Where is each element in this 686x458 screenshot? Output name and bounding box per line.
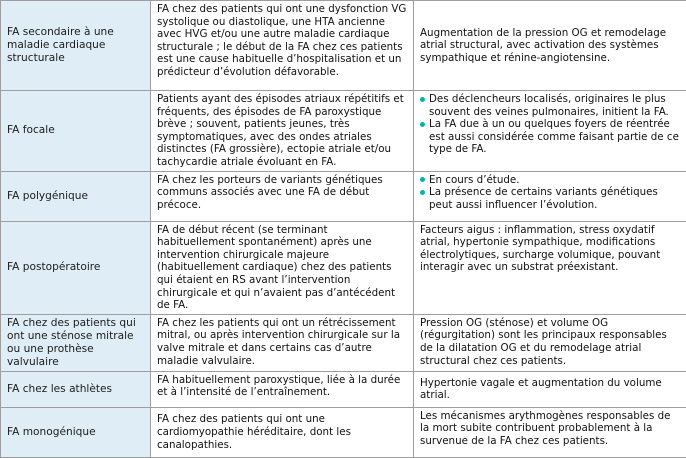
- list-item: [420, 93, 680, 118]
- row-type-label: [1, 221, 151, 314]
- clinical-text: FA chez les patients qui ont un rétrécissement mitral, ou après intervention chirurgicale sur la valve mitrale et dans certains cas d’autre maladie valvulaire.: [157, 317, 407, 367]
- mechanism-text: Facteurs aigus : inflammation, stress oxydatif atrial, hypertonie sympathique, modifications électrolytiques, surcharge volumique, pouvant interagir avec un substrat préexistant.: [420, 224, 680, 274]
- row-clinical-cell: [151, 171, 414, 221]
- bullet-dot-icon: [420, 177, 425, 182]
- type-label-text: FA monogénique: [7, 426, 96, 438]
- bullet-dot-icon: [420, 97, 425, 102]
- row-mechanism-cell: [414, 91, 686, 172]
- type-label-text: FA chez les athlètes: [7, 383, 112, 395]
- row-type-label: [1, 91, 151, 172]
- bullet-text: La FA due à un ou quelques foyers de réentrée est aussi considérée comme faisant partie de ce type de FA.: [429, 118, 679, 155]
- row-type-label: [1, 171, 151, 221]
- type-label-text: FA polygénique: [7, 190, 88, 202]
- row-clinical-cell: [151, 91, 414, 172]
- table-row: [1, 407, 686, 457]
- mechanism-bullet-list: [420, 174, 680, 212]
- bullet-text: La présence de certains variants génétiques peut aussi influencer l’évolution.: [429, 186, 658, 211]
- row-mechanism-cell: [414, 371, 686, 407]
- row-mechanism-cell: [414, 407, 686, 457]
- clinical-text: Patients ayant des épisodes atriaux répétitifs et fréquents, des épisodes de FA paroxystique brève ; souvent, patients jeunes, très symptomatiques, avec des ondes atriales distinctes (FA grossière), ectopie atriale et/ou tachycardie atriale évoluant en FA.: [157, 93, 407, 169]
- row-mechanism-cell: [414, 314, 686, 371]
- row-clinical-cell: [151, 407, 414, 457]
- table-row: [1, 371, 686, 407]
- row-clinical-cell: [151, 1, 414, 91]
- row-type-label: [1, 1, 151, 91]
- row-mechanism-cell: [414, 171, 686, 221]
- table-row: [1, 1, 686, 91]
- clinical-text: FA chez des patients qui ont une dysfonction VG systolique ou diastolique, une HTA ancienne avec HVG et/ou une autre maladie cardiaque structurale ; le début de la FA chez ces patients est une cause habituelle d’hospitalisation et un prédicteur d’évolution défavorable.: [157, 3, 407, 79]
- type-label-text: FA chez des patients qui ont une sténose mitrale ou une prothèse valvulaire: [7, 317, 136, 368]
- table-row: [1, 314, 686, 371]
- mechanism-text: Hypertonie vagale et augmentation du volume atrial.: [420, 377, 680, 402]
- clinical-text: FA habituellement paroxystique, liée à la durée et à l’intensité de l’entraînement.: [157, 374, 407, 399]
- row-type-label: [1, 407, 151, 457]
- bullet-dot-icon: [420, 122, 425, 127]
- clinical-text: FA chez des patients qui ont une cardiomyopathie héréditaire, dont les canalopathies.: [157, 413, 407, 451]
- mechanism-text: Les mécanismes arythmogènes responsables de la mort subite contribuent probablement à la survenue de la FA chez ces patients.: [420, 410, 680, 448]
- row-type-label: [1, 314, 151, 371]
- list-item: [420, 174, 680, 187]
- mechanism-text: Augmentation de la pression OG et remodelage atrial structural, avec activation des systèmes sympathique et rénine-angiotensine.: [420, 27, 680, 65]
- row-mechanism-cell: [414, 221, 686, 314]
- bullet-text: Des déclencheurs localisés, originaires le plus souvent des veines pulmonaires, initient la FA.: [429, 93, 669, 118]
- type-label-text: FA postopératoire: [7, 261, 100, 273]
- row-clinical-cell: [151, 371, 414, 407]
- row-clinical-cell: [151, 221, 414, 314]
- clinical-text: FA de début récent (se terminant habituellement spontanément) après une intervention chirurgicale majeure (habituellement cardiaque) chez des patients qui étaient en RS avant l’intervention chirurgicale et qui n’avaient pas d’antécédent de FA.: [157, 224, 407, 312]
- list-item: [420, 186, 680, 211]
- list-item: [420, 118, 680, 156]
- bullet-dot-icon: [420, 190, 425, 195]
- row-clinical-cell: [151, 314, 414, 371]
- bullet-text: En cours d’étude.: [429, 174, 520, 186]
- table-row: [1, 91, 686, 172]
- type-label-text: FA secondaire à une maladie cardiaque structurale: [7, 26, 114, 64]
- table-row: [1, 171, 686, 221]
- table-row: [1, 221, 686, 314]
- row-type-label: [1, 371, 151, 407]
- mechanism-bullet-list: [420, 93, 680, 156]
- clinical-text: FA chez les porteurs de variants génétiques communs associés avec une FA de début précoce.: [157, 174, 407, 212]
- type-label-text: FA focale: [7, 124, 55, 136]
- mechanism-text: Pression OG (sténose) et volume OG (régurgitation) sont les principaux responsables de la dilatation OG et du remodelage atrial structural chez ces patients.: [420, 317, 680, 367]
- row-mechanism-cell: [414, 1, 686, 91]
